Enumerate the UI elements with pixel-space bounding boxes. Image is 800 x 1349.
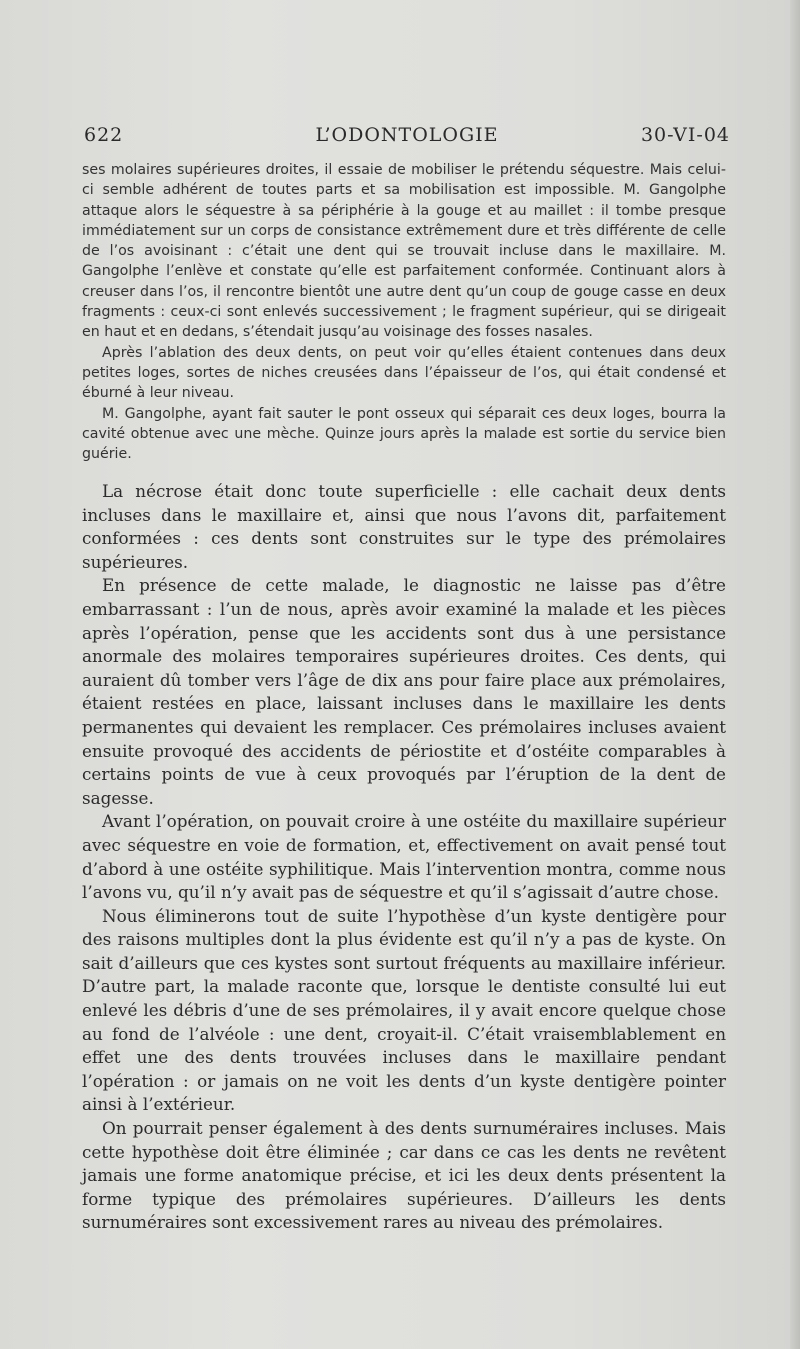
body-paragraph: Avant l’opération, on pouvait croire à une ostéite du maxillaire supérieur avec séquestre en voie de formation, et, effectivement on avait pensé tout d’abord à une ostéite syphilitique. Mais l’intervention montra, comme nous l’avons vu, qu’il n’y avait pas de séquestre et qu’il s’agissait d’autre chose. — [82, 811, 726, 903]
small-paragraph: Après l’ablation des deux dents, on peut voir qu’elles étaient contenues dans deux petites loges, sortes de niches creusées dans l’épaisseur de l’os, qui était condensé et éburné à leur niveau. — [82, 344, 726, 402]
body-paragraph: Nous éliminerons tout de suite l’hypothèse d’un kyste dentigère pour des raisons multiples dont la plus évidente est qu’il n’y a pas de kyste. On sait d’ailleurs que ces kystes sont surtout fréquents au maxillaire inférieur. D’autre part, la malade raconte que, lorsque le dentiste consulté lui eut enlevé les débris d’une de ses prémolaires, il y avait encore quelque chose au fond de l’alvéole : une dent, croyait-il. C’était vraisemblablement en effet une des dents trouvées incluses dans le maxillaire pendant l’opération : or jamais on ne voit les dents d’un kyste dentigère pointer ainsi à l’extérieur. — [82, 905, 726, 1115]
page-number: 622 — [84, 124, 124, 146]
body-paragraph: En présence de cette malade, le diagnostic ne laisse pas d’être embarrassant : l’un de nous, après avoir examiné la malade et les pièces après l’opération, pense que les accidents sont dus à une persistance anormale des molaires temporaires supérieures droites. Ces dents, qui auraient dû tomber vers l’âge de dix ans pour faire place aux prémolaires, étaient restées en place, laissant incluses dans le maxillaire les dents permanentes qui devaient les remplacer. Ces prémolaires incluses avaient ensuite provoqué des accidents de périostite et d’ostéite comparables à certains points de vue à ceux provoqués par l’éruption de la dent de sagesse. — [82, 575, 726, 808]
issue-date: 30-VI-04 — [640, 124, 730, 146]
small-print-section — [82, 160, 726, 464]
body-paragraph: On pourrait penser également à des dents surnuméraires incluses. Mais cette hypothèse doit être éliminée ; car dans ce cas les dents ne revêtent jamais une forme anatomique précise, et ici les deux dents présentent la forme typique des prémolaires supérieures. D’ailleurs les dents surnuméraires sont excessivement rares au niveau des prémolaires. — [82, 1118, 726, 1233]
body-paragraph: La nécrose était donc toute superficielle : elle cachait deux dents incluses dans le maxillaire et, ainsi que nous l’avons dit, parfaitement conformées : ces dents sont construites sur le type des prémolaires supérieures. — [82, 481, 726, 572]
small-paragraph: M. Gangolphe, ayant fait sauter le pont osseux qui séparait ces deux loges, bourra la cavité obtenue avec une mèche. Quinze jours après la malade est sortie du service bien guérie. — [82, 405, 726, 463]
small-paragraph: ses molaires supérieures droites, il essaie de mobiliser le prétendu séquestre. Mais celui-ci semble adhérent de toutes parts et sa mobilisation est impossible. M. Gangolphe attaque alors le séquestre à sa périphérie à la gouge et au maillet : il tombe presque immédiatement sur un corps de consistance extrêmement dure et très différente de celle de l’os avoisinant : c’était une dent qui se trouvait incluse dans le maxillaire. M. Gangolphe l’enlève et constate qu’elle est parfaitement conformée. Continuant alors à creuser dans l’os, il rencontre bientôt une autre dent qu’un coup de gouge casse en deux fragments : ceux-ci sont enlevés successivement ; le fragment supérieur, qui se dirigeait en haut et en dedans, s’étendait jusqu’au voisinage des fosses nasales. — [82, 162, 726, 341]
page-edge — [790, 0, 800, 1349]
journal-title: L’ODONTOLOGIE — [315, 124, 499, 146]
main-text-section — [82, 480, 726, 1235]
running-header — [84, 124, 730, 150]
